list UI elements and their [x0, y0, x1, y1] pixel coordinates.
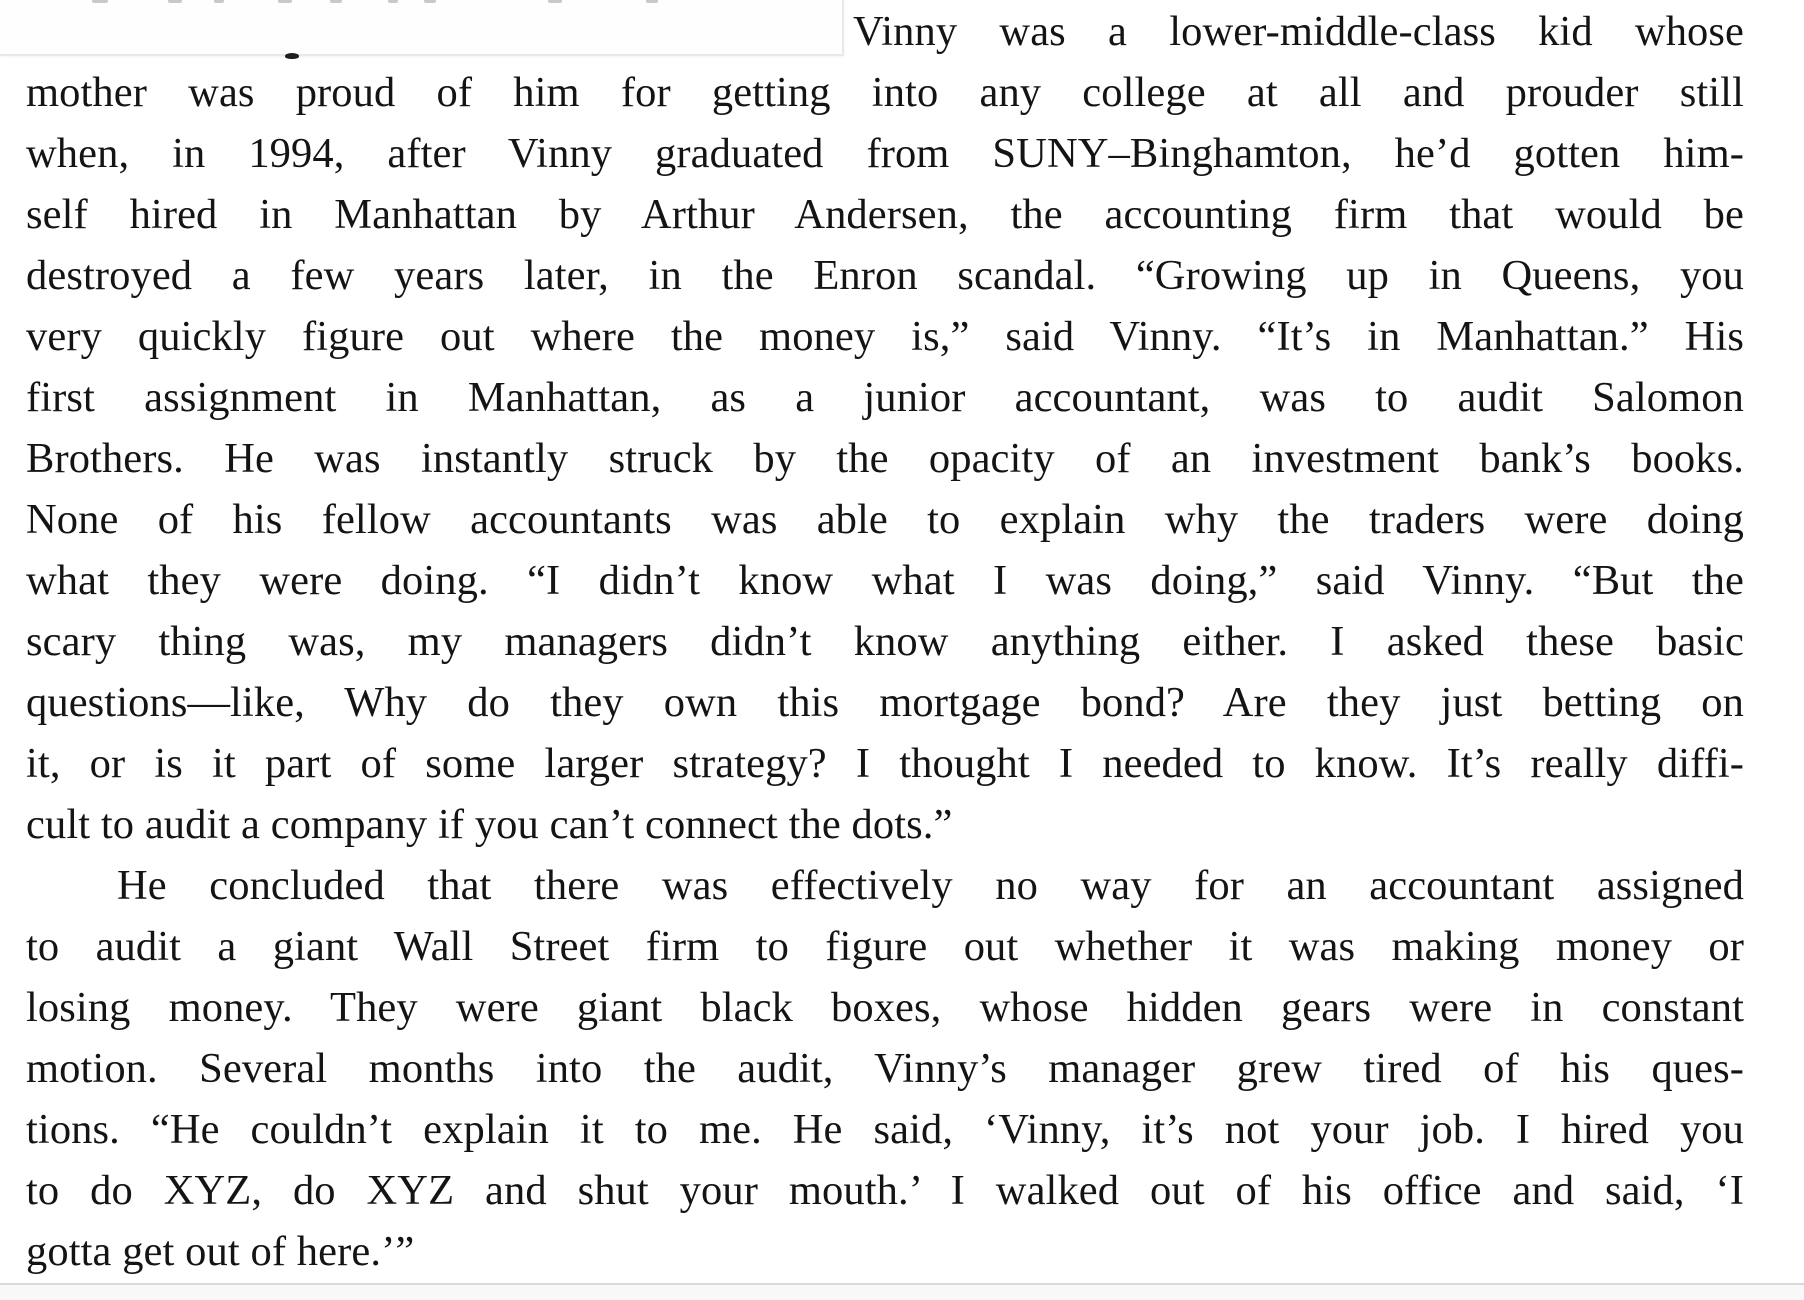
text-line: self hired in Manhattan by Arthur Andersen, the accounting firm that would be	[26, 191, 1744, 238]
text-line: tions. “He couldn’t explain it to me. He said, ‘Vinny, it’s not your job. I hired you	[26, 1106, 1744, 1153]
text-line: questions—like, Why do they own this mortgage bond? Are they just betting on	[26, 679, 1744, 726]
text-line: destroyed a few years later, in the Enron scandal. “Growing up in Queens, you	[26, 252, 1744, 299]
text-line: first assignment in Manhattan, as a junior accountant, was to audit Salomon	[26, 374, 1744, 421]
text-line: cult to audit a company if you can’t connect the dots.”	[26, 801, 953, 848]
text-line: He concluded that there was effectively no way for an accountant assigned	[117, 862, 1744, 909]
text-line: very quickly figure out where the money is,” said Vinny. “It’s in Manhattan.” His	[26, 313, 1744, 360]
text-line: to do XYZ, do XYZ and shut your mouth.’ I walked out of his office and said, ‘I	[26, 1167, 1744, 1214]
redaction-overlay-box	[0, 0, 844, 56]
top-edge-glyph-fragment	[168, 0, 182, 3]
text-line: gotta get out of here.’”	[26, 1228, 415, 1275]
top-edge-glyph-fragment	[548, 0, 562, 3]
top-edge-glyph-fragment	[214, 0, 224, 3]
next-page-edge-strip	[0, 1285, 1804, 1300]
text-line: Brothers. He was instantly struck by the opacity of an investment bank’s books.	[26, 435, 1744, 482]
top-edge-glyph-fragment	[388, 0, 398, 3]
text-line: scary thing was, my managers didn’t know anything either. I asked these basic	[26, 618, 1744, 665]
text-line: when, in 1994, after Vinny graduated from SUNY–Binghamton, he’d gotten him-	[26, 130, 1744, 177]
top-edge-glyph-fragment	[92, 0, 108, 3]
top-edge-glyph-fragment	[646, 0, 658, 3]
text-line: it, or is it part of some larger strategy? I thought I needed to know. It’s really diffi-	[26, 740, 1744, 787]
text-line: to audit a giant Wall Street firm to figure out whether it was making money or	[26, 923, 1744, 970]
top-edge-glyph-fragment	[424, 0, 436, 3]
text-line: losing money. They were giant black boxes, whose hidden gears were in constant	[26, 984, 1744, 1031]
top-edge-glyph-fragment	[278, 0, 292, 3]
text-line: what they were doing. “I didn’t know what I was doing,” said Vinny. “But the	[26, 557, 1744, 604]
bottom-divider-line	[0, 1283, 1804, 1285]
text-line: None of his fellow accountants was able to explain why the traders were doing	[26, 496, 1744, 543]
top-edge-glyph-fragment	[330, 0, 342, 3]
covered-text-descender-fragment	[285, 53, 299, 59]
page-text	[26, 1, 1744, 1282]
text-line: Vinny was a lower-middle-class kid whose	[853, 8, 1744, 55]
text-line: mother was proud of him for getting into any college at all and prouder still	[26, 69, 1744, 116]
text-line: motion. Several months into the audit, Vinny’s manager grew tired of his ques-	[26, 1045, 1744, 1092]
